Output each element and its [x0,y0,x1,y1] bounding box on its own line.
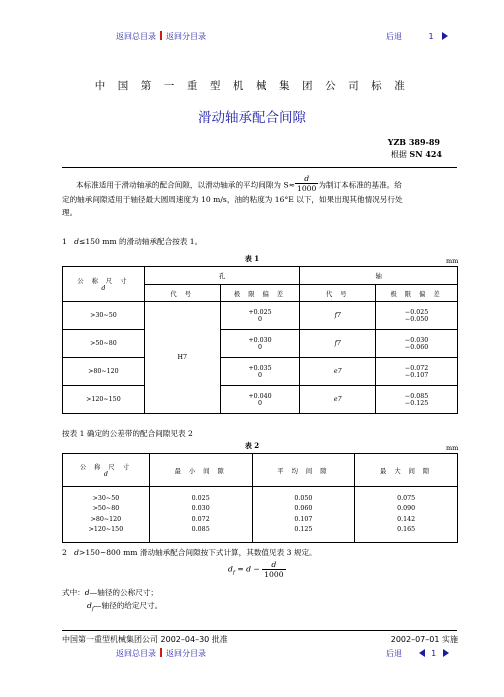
effective-date: 2002–07–01 实施 [390,635,458,644]
t2-maxs: 0.075 0.090 0.142 0.165 [355,487,458,543]
back-to-main-link[interactable]: 返回总目录 [116,32,156,41]
t2-header-size: 公 称 尺 寸 d [63,454,150,487]
table-row [63,330,458,358]
t1-header-hole-dev: 极 限 偏 差 [220,285,300,302]
t2-header-min: 最 小 间 隙 [149,454,252,487]
table-row [63,358,458,386]
t1-hole-dev: +0.035 0 [220,358,300,386]
t1-shaft-code: e7 [300,386,376,414]
t2-mins: 0.025 0.030 0.072 0.085 [149,487,252,543]
t1-shaft-dev: −0.030 −0.060 [376,330,458,358]
header-rule [62,167,457,168]
table1-unit: mm [446,257,459,265]
t2-header-avg: 平 均 间 隙 [252,454,355,487]
t1-size: >120~150 [63,386,145,414]
back-button[interactable]: 后退 [386,649,402,658]
nav-separator [160,31,162,40]
back-button[interactable]: 后退 [386,32,402,41]
standard-basis: 根据 SN 424 [390,149,442,159]
t1-header-hole: 孔 [144,267,300,285]
section-2: 2 d>150~800 mm 滑动轴承配合间隙按下式计算，其数值见表 3 规定。 [62,548,317,557]
back-to-sub-link[interactable]: 返回分目录 [166,32,206,41]
table1-caption: 表 1 [244,254,260,263]
t1-header-shaft: 轴 [300,267,458,285]
prev-page-icon[interactable] [419,649,425,657]
page-number: 1 [428,32,434,41]
bottom-nav [116,648,206,659]
where-clause: 式中：d—轴径的公称尺寸； $d_f—$轴径的给定尺寸。 [62,588,163,613]
next-page-icon[interactable] [443,649,449,657]
top-nav [116,31,206,42]
t1-header-size: 公 称 尺 寸 d [63,267,145,302]
t1-header-shaft-code: 代 号 [300,285,376,302]
nav-separator [160,648,162,657]
section-1: 1 d≤150 mm 的滑动轴承配合按表 1。 [62,237,203,246]
t1-size: >30~50 [63,302,145,330]
intro-fraction: $\frac{d}{1000}$ [297,174,317,193]
standard-number: YZB 389-89 [387,137,440,147]
table2-caption: 表 2 [244,441,260,450]
t2-sizes: >30~50 >50~80 >80~120 >120~150 [63,487,150,543]
next-page-icon[interactable] [442,32,448,40]
footer-rule [62,630,457,631]
table-row [63,386,458,414]
page-title: 滑动轴承配合间隙 [198,110,306,126]
bottom-nav-right [386,648,449,659]
t2-avgs: 0.050 0.060 0.107 0.125 [252,487,355,543]
t1-size: >50~80 [63,330,145,358]
t1-shaft-code: f7 [300,302,376,330]
table2-intro: 按表 1 确定的公差带的配合间隙见表 2 [62,429,193,438]
back-to-sub-link[interactable]: 返回分目录 [166,649,206,658]
intro-paragraph: 本标准适用于滑动轴承的配合间隙，以滑动轴承的平均间隙为 S≈ $\frac{d}{1000}$ 为制订本标准的基准。给 定的轴承间隙适用于轴径最大圆周速度为 10 m/s，油的粘度为 16°E 以下，如果出现其他情况另行处 理。 [62,174,403,217]
formula-fraction: $\frac{d}{1000}$ [264,560,284,579]
table-row [63,302,458,330]
t1-shaft-code: e7 [300,358,376,386]
t1-shaft-dev: −0.085 −0.125 [376,386,458,414]
t1-header-shaft-dev: 极 限 偏 差 [376,285,458,302]
t1-shaft-dev: −0.072 −0.107 [376,358,458,386]
table-1 [62,266,458,414]
table-row [63,487,458,543]
standard-header: 中 国 第 一 重 型 机 械 集 团 公 司 标 准 [94,80,410,92]
t2-header-max: 最 大 间 隙 [355,454,458,487]
page-number: 1 [431,649,437,658]
t1-hole-dev: +0.030 0 [220,330,300,358]
t1-hole-dev: +0.025 0 [220,302,300,330]
t1-shaft-dev: −0.025 −0.050 [376,302,458,330]
table2-unit: mm [446,444,459,452]
top-nav-right [386,31,448,42]
approval-text: 中国第一重型机械集团公司 2002–04–30 批准 [62,635,228,644]
back-to-main-link[interactable]: 返回总目录 [116,649,156,658]
table-2 [62,453,458,543]
formula: $d_f = d$ − $\frac{d}{1000}$ [228,560,284,579]
t1-header-hole-code: 代 号 [144,285,220,302]
t1-shaft-code: f7 [300,330,376,358]
t1-hole-dev: +0.040 0 [220,386,300,414]
t1-hole-code: H7 [144,302,220,414]
t1-size: >80~120 [63,358,145,386]
